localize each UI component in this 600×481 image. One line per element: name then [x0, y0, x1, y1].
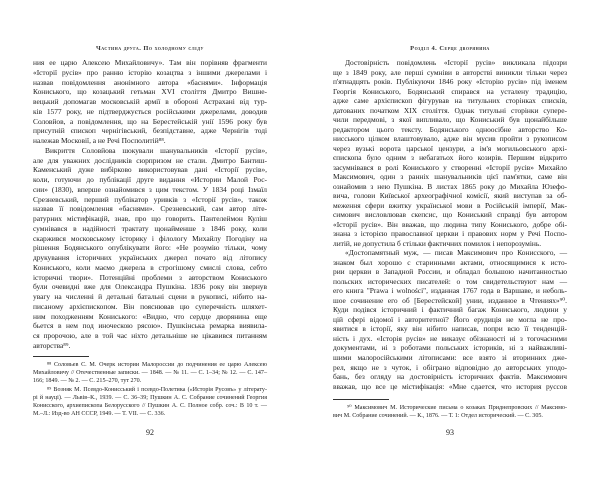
text-line: коли, готуючи до публікації друге видання «Истории Малой Рос-	[33, 175, 267, 184]
text-line: симович висловлював скепсис, що Кониський справді був автором	[333, 210, 567, 220]
footnote-line: ⁸⁹ Возняк М. Псевдо-Конисський і псевдо-Полетика («Исторія Русовъ» у літерату-	[47, 386, 267, 393]
footnote-line: ⁸⁸ Соловьев С. М. Очерк истории Малороссии до подчинения ее царю Алексею	[47, 362, 267, 368]
footnote-divider	[333, 399, 389, 400]
text-line: явитися в історії, яку він нібито написав, попри всю її тенденцій-	[333, 324, 567, 334]
footnote-line: рі й науці). — Львів–К., 1939. — С. 36–39; Пушкин А. С. Собрание сочинений Георгия	[33, 394, 267, 401]
text-line: скаржився московському історику і філологу Михайлу Погодіну на	[33, 233, 267, 243]
text-line: бьется в нем под иноческою рясою». Пушкінська ремарка виявила-	[33, 321, 267, 331]
text-line: Викриття Соловйова шокували шанувальників «Історії русів»,	[45, 145, 267, 155]
footnote	[33, 386, 267, 418]
text-line: але для уважних дослідників сюрпризом не стали. Дмитро Бантиш-	[33, 155, 267, 165]
text-line: сумнівався в надійності трактату щонайменше з 1846 року, коли	[33, 223, 267, 233]
paragraph	[33, 146, 267, 351]
text-line: его книга "Prawa i wolności", изданная 1767 года в Варшаве, и неболь-	[333, 286, 567, 296]
footnote	[33, 361, 267, 385]
text-line: Каменський дуже вибірково використовував дані «Історії русів»,	[33, 165, 267, 175]
text-line: меження сфери вжитку української мови в Російській імперії, Мак-	[333, 200, 567, 210]
text-line: п'ятнадцять років. Публікуючи 1846 року «Історію русів» під іменем	[333, 77, 567, 87]
text-line: ратурних містифікацій, знав, про що говорить. Пантелеймон Куліш	[33, 214, 267, 223]
body-text	[33, 58, 267, 351]
right-page	[300, 0, 600, 481]
text-line: належав Московії, а не Речі Посполитій⁸⁸.	[33, 136, 166, 145]
text-line: знана з історією православної церкви і правових норм у Речі Поспо-	[333, 229, 567, 239]
text-line: єпископа було одним з небагатьох його козирів. Першим відкрито	[333, 153, 567, 163]
text-line: були очевидні вже для Олександра Пушкіна. 1836 року він звернув	[33, 282, 267, 292]
paragraph	[33, 58, 267, 146]
text-line: ознайомив з нею Пушкіна. В листах 1865 року до Михайла Юзефо-	[333, 181, 567, 191]
text-line: авторства⁸⁹.	[33, 340, 71, 350]
running-head: Розділ 4. Серце дворянина	[410, 45, 490, 52]
text-line: сии» (1830), вперше ознайомився з цим текстом. У 1834 році Ізмаїл	[33, 184, 267, 194]
text-line: засумнівався в ролі Кониського у створенні «Історії русів» Михайло	[333, 162, 567, 172]
text-line: польских исторических писателей: о том свидетельствуют нам —	[333, 276, 567, 286]
footnote-line: Конисского, архиепископа Белорусского // Пушкин А. С. Полное собр. соч.: В 10 т. —	[33, 402, 267, 409]
text-line: нисського цілком влаштовувало, адже він мусив пройти з рукописом	[333, 134, 567, 144]
footnote-line: вич М. Собрание сочинений. — К., 1876. — Т. 1: Отдел исторический. — С. 305.	[333, 413, 543, 420]
footnotes	[333, 399, 567, 421]
footnote-divider	[33, 356, 89, 357]
text-line: редактором цього тексту. Бодянського одноосібне авторство Ко-	[333, 124, 567, 134]
text-line: назвав повідомлення анонімного автора «баснями». Інформація	[33, 77, 267, 87]
text-line: шими малоросійськими літописами: все взято зі вторинних дже-	[333, 352, 567, 362]
text-line: Георгія Кониського, Бодянський спирався на усталену традицію,	[333, 86, 567, 96]
text-line: вецький допомагав московській армії в обороні Астрахані від тур-	[33, 97, 267, 106]
text-line: ся пророчою, але в той час ніхто детальніше не цікавився питанням	[33, 331, 267, 340]
text-line: увагу на численні й детальні батальні сцени в рукописі, нібито на-	[33, 292, 267, 301]
text-line: рии церкви в Западной России, и обладал большою начитанностью	[333, 267, 567, 277]
text-line: документами, ні з роботами польських істориків, ні з найважливі-	[333, 343, 567, 353]
text-line: бань, без огляду на достовірність історичних фактів. Максимович	[333, 372, 567, 382]
text-line: Кониського, коли маємо джерела в строгішому смислі слова, себто	[33, 262, 267, 272]
text-line: Кониського, що козацький гетьман XVI століття Дмитро Вишне-	[33, 87, 267, 97]
text-line: знаком был хорошо с старинными актами, относящимися к исто-	[333, 257, 567, 267]
text-line: друкування історичних українських джерел почато від літопису	[33, 253, 267, 262]
text-line: «Історії русів». Він вважав, що людина типу Кониського, добре обі-	[333, 219, 567, 229]
text-line: рел, якщо не з чуток, і обіграно відповідно до авторських уподо-	[333, 362, 567, 372]
text-line: вважав, що все це містифікація: «Мне сдается, что история руссов	[333, 381, 567, 391]
footnotes	[33, 356, 267, 419]
text-line: писаному архієпископом. Він пояснював цю суперечність шляхет-	[33, 301, 267, 311]
text-line: Срезневський, перший публікатор уривків з «Історії русів», також	[33, 194, 267, 204]
footnote-line: Михайловичу // Отечественные записки. — 1848. — № 11. — С. 1–34; № 12. — С. 147–	[33, 370, 267, 377]
text-line: ще з 1849 року, але перші сумніви в авторстві виникли тільки через	[333, 67, 567, 77]
footnote-line: ⁹⁰ Максимович М. Исторические письма о козаках Приднепровских // Максимо-	[347, 405, 567, 411]
text-line: ним походженням Кониського: «Видно, что сердце дворянина еще	[33, 311, 267, 321]
running-head: Частина друга. По холодному сліду	[96, 45, 204, 52]
footnote-line: М.–Л.: Изд-во АН СССР, 1949. — Т. VII. — С. 336.	[33, 411, 166, 418]
text-line: адже саме архієпископ фігурував на титульних сторінках списків,	[333, 96, 567, 106]
text-line: історичні твори». Потенційні проблеми з авторством Кониського	[33, 272, 267, 282]
paragraph	[333, 58, 567, 248]
text-line: ків 1577 року, не підтверджується російськими джерелами, доводив	[33, 106, 267, 116]
text-line: ність і дух. «Історія русів» не виказує обізнаності ні з тогочасними	[333, 333, 567, 343]
text-line: «Достопамятный муж, — писав Максимович про Конисского, —	[345, 248, 567, 258]
text-line: цій сфері відомої і авторитетної? Його ерудиція не могла не про-	[333, 314, 567, 324]
paragraph	[333, 248, 567, 391]
body-text	[333, 58, 567, 391]
text-line: «Історії русів» про ранню історію козацтва з іншими джерелами і	[33, 67, 267, 77]
page-number: 92	[146, 428, 154, 437]
text-line: через вузькі ворота царської цензури, а ім'я могильовського архі-	[333, 143, 567, 153]
footnote	[333, 404, 567, 420]
text-line: Максимович, один з ранніх шанувальників цієї пам'ятки, саме він	[333, 172, 567, 182]
text-line: рішення Бодянського опублікувати його: «Не розумію тільки, чому	[33, 243, 267, 253]
text-line: присутній єпископ чернігівський, безпідставне, адже Чернігів тоді	[33, 126, 267, 136]
footnote-line: 166; 1849. — № 2. — С. 215–270, тут 270.	[33, 378, 142, 385]
text-line: ния ее царю Алексею Михайловичу». Там він порівняв фрагменти	[33, 58, 267, 67]
text-line: литій, не допустила б стільки фактичних помилок і непорозумінь.	[333, 238, 542, 248]
text-line: чили передмові, з якої випливало, що Кониський був щонайбільше	[333, 115, 567, 125]
text-line: шое сочинение его об [Берестейской] унии, изданное в Чтениях»⁹⁰.	[333, 295, 567, 305]
text-line: Куди подівся історичний і фактичний багаж Кониського, людини у	[333, 305, 567, 315]
text-line: вича, голови Київської археографічної комісії, який виступав за об-	[333, 191, 567, 201]
text-line: назвав її повідомлення «баснями». Срезневський, сам автор літе-	[33, 204, 267, 214]
page-number: 93	[446, 428, 454, 437]
text-line: Достовірність повідомлень «Історії русів» викликала підозри	[345, 58, 567, 67]
text-line: датованих початком XIX століття. Однак титульні сторінки супере-	[333, 105, 567, 115]
text-line: Соловйов, а повідомлення, що на Берестейській унії 1596 року був	[33, 116, 267, 126]
